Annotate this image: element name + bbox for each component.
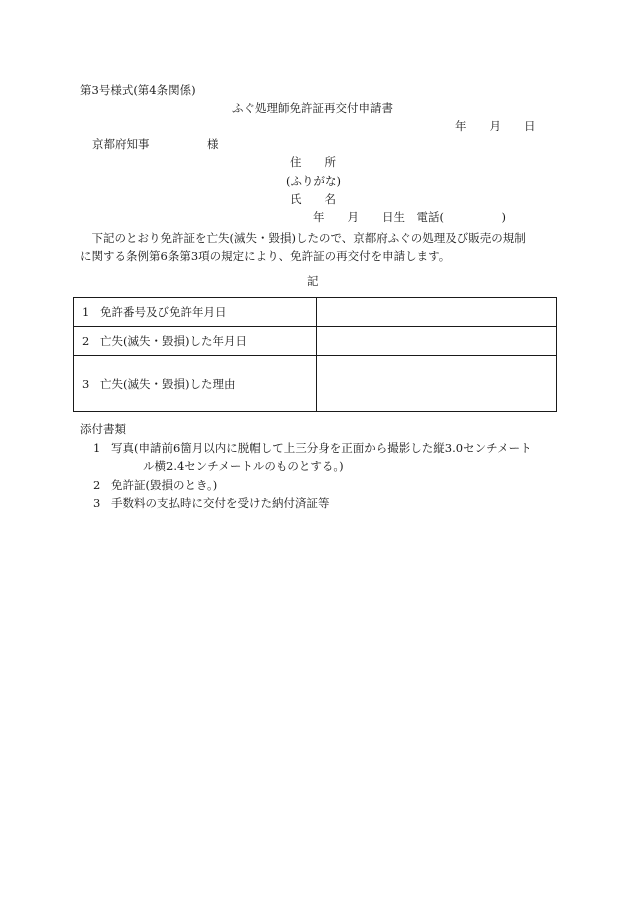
table-row	[74, 356, 557, 412]
table-row	[74, 327, 557, 356]
attachment-text: 手数料の支払時に交付を受けた納付済証等	[111, 496, 330, 510]
page-title: ふぐ処理師免許証再交付申請書	[232, 101, 393, 115]
application-date-line: 年 月 日	[455, 119, 536, 133]
address-label: 住 所	[290, 155, 336, 169]
name-label: 氏 名	[290, 192, 336, 206]
attachment-number: 2	[93, 478, 101, 492]
item-value-cell[interactable]	[317, 327, 557, 356]
attachment-item	[93, 498, 330, 510]
attachments-heading: 添付書類	[80, 422, 126, 436]
attachment-number: 1	[93, 441, 101, 455]
body-text-line-2: に関する条例第6条第3項の規定により、免許証の再交付を申請します。	[80, 249, 451, 263]
item-label-cell	[74, 298, 317, 327]
item-label-cell	[74, 356, 317, 412]
form-label: 第3号様式(第4条関係)	[80, 83, 196, 97]
attachment-number: 3	[93, 496, 101, 510]
attachment-item	[93, 480, 217, 492]
item-value-cell[interactable]	[317, 298, 557, 327]
attachment-item	[93, 443, 532, 455]
ki-heading: 記	[307, 274, 319, 288]
item-label: 免許番号及び免許年月日	[100, 305, 227, 319]
item-number: 1	[82, 305, 90, 319]
birth-phone-line: 年 月 日生 電話( )	[313, 210, 506, 224]
attachment-text-continued: ル横2.4センチメートルのものとする。)	[143, 459, 344, 473]
item-label: 亡失(滅失・毀損)した年月日	[100, 334, 247, 348]
attachment-text: 写真(申請前6箇月以内に脱帽して上三分身を正面から撮影した縦3.0センチメート	[111, 441, 532, 455]
addressee: 京都府知事 様	[92, 137, 219, 151]
attachment-text: 免許証(毀損のとき。)	[111, 478, 218, 492]
item-label-cell	[74, 327, 317, 356]
furigana-label: (ふりがな)	[286, 174, 341, 188]
item-value-cell[interactable]	[317, 356, 557, 412]
table-row	[74, 298, 557, 327]
items-table	[73, 297, 557, 412]
item-label: 亡失(滅失・毀損)した理由	[100, 376, 236, 391]
body-text-line-1: 下記のとおり免許証を亡失(滅失・毀損)したので、京都府ふぐの処理及び販売の規制	[80, 231, 526, 245]
item-number: 3	[82, 376, 90, 391]
item-number: 2	[82, 334, 90, 348]
